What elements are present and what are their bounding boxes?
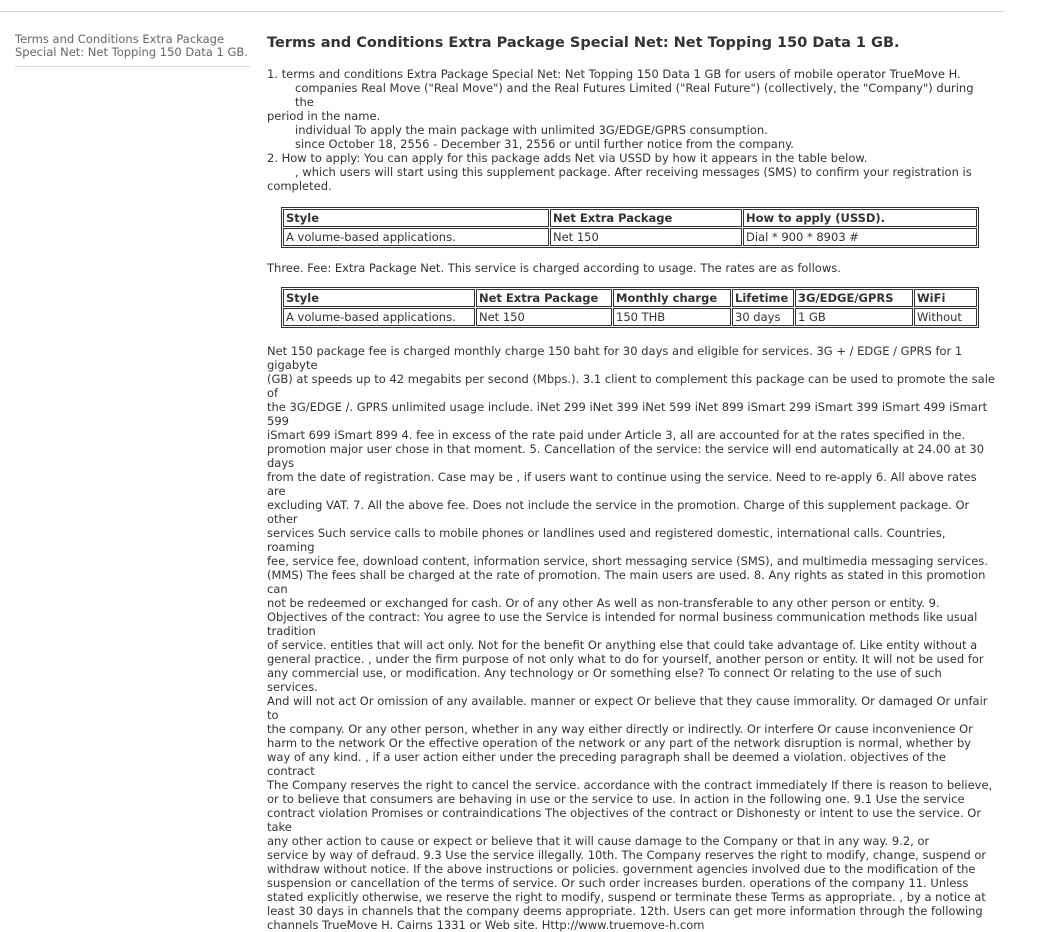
terms-line: the 3G/EDGE /. GPRS unlimited usage include. iNet 299 iNet 399 iNet 599 iNet 899 iSmart 299 iSmart 399 iSmart 499 iSmart 599 — [267, 400, 988, 428]
terms-line: harm to the network Or the effective operation of the network or any part of the network disruption is normal, whether by — [267, 736, 972, 750]
intro-line: 2. How to apply: You can apply for this package adds Net via USSD by how it appears in the table below. — [267, 151, 868, 165]
table-cell: Net 150 — [550, 228, 742, 246]
intro-section — [267, 67, 995, 193]
terms-line: stated explicitly otherwise, we reserve the right to modify, suspend or terminate these Terms as appropriate. , by a notice at — [267, 890, 986, 904]
table-cell: 150 THB — [613, 308, 731, 326]
table-header-row — [283, 209, 977, 227]
terms-line: service by way of defraud. 9.3 Use the service illegally. 10th. The Company reserves the right to modify, change, suspend or — [267, 848, 987, 862]
terms-line: or to believe that consumers are behaving in use or the service to use. In action in the following one. 9.1 Use the service — [267, 792, 965, 806]
intro-line: period in the name. — [267, 109, 381, 123]
terms-line: Objectives of the contract: You agree to use the Service is intended for normal business communication methods like usual tradition — [267, 610, 978, 638]
terms-body — [267, 344, 995, 932]
intro-line: , which users will start using this supplement package. After receiving messages (SMS) to confirm your registration is — [295, 165, 972, 179]
fee-text: Three. Fee: Extra Package Net. This service is charged according to usage. The rates are as follows. — [267, 261, 841, 275]
terms-line: general practice. , under the firm purpose of not only what to do for yourself, another person or entity. It will not be used for — [267, 652, 984, 666]
sidebar-item-terms[interactable]: Terms and Conditions Extra Package Special Net: Net Topping 150 Data 1 GB. — [15, 33, 250, 67]
terms-line: from the date of registration. Case may be , if users want to continue using the service. Need to re-apply 6. All above rates are — [267, 470, 977, 498]
terms-line: (MMS) The fees shall be charged at the rate of promotion. The main users are used. 8. Any rights as stated in this promotion can — [267, 568, 986, 596]
terms-line: not be redeemed or exchanged for cash. Or of any other As well as non-transferable to any other person or entity. 9. — [267, 596, 940, 610]
terms-line: withdraw without notice. If the above instructions or policies. government agencies involved due to the modification of the — [267, 862, 976, 876]
table-cell: 1 GB — [795, 308, 913, 326]
terms-line: The Company reserves the right to cancel the service. accordance with the contract immediately If there is reason to believe, — [267, 778, 993, 792]
terms-line: the company. Or any other person, whether in any way either directly or indirectly. Or interfere Or cause inconvenience Or — [267, 722, 973, 736]
intro-line: since October 18, 2556 - December 31, 2556 or until further notice from the company. — [295, 137, 794, 151]
terms-line: Net 150 package fee is charged monthly charge 150 baht for 30 days and eligible for services. 3G + / EDGE / GPRS for 1 gigabyte — [267, 344, 963, 372]
table-header: Net Extra Package — [476, 289, 612, 307]
main-content — [267, 34, 995, 932]
terms-line: of service. entities that will act only. Not for the benefit Or anything else that could take advantage of. Like entity without a — [267, 638, 978, 652]
terms-line: contract violation Promises or contraindications The objectives of the contract or Dishonesty or intent to use the service. Or take — [267, 806, 982, 834]
fee-table — [281, 287, 979, 328]
table-row — [283, 228, 977, 246]
terms-line: least 30 days in channels that the company deems appropriate. 12th. Users can get more information through the following — [267, 904, 983, 918]
table-header: Style — [283, 289, 475, 307]
intro-line: individual To apply the main package with unlimited 3G/EDGE/GPRS consumption. — [295, 123, 768, 137]
terms-line: any other action to cause or expect or believe that it will cause damage to the Company or that in any way. 9.2, or — [267, 834, 930, 848]
table-header: WiFi — [914, 289, 977, 307]
table-header: Net Extra Package — [550, 209, 742, 227]
table-cell: Without — [914, 308, 977, 326]
terms-line: iSmart 699 iSmart 899 4. fee in excess of the rate paid under Article 3, all are accounted for at the rates specified in the. — [267, 428, 966, 442]
terms-line: services Such service calls to mobile phones or landlines used and registered domestic, international calls. Countries, roaming — [267, 526, 946, 554]
table-header: How to apply (USSD). — [743, 209, 977, 227]
table-cell: A volume-based applications. — [283, 228, 549, 246]
terms-line: excluding VAT. 7. All the above fee. Does not include the service in the promotion. Charge of this supplement package. Or other — [267, 498, 970, 526]
terms-line: any commercial use, or modification. Any technology or Or something else? To connect Or relating to the use of such services. — [267, 666, 942, 694]
intro-line: completed. — [267, 179, 332, 193]
apply-table — [281, 207, 979, 248]
table-cell: 30 days — [732, 308, 794, 326]
table-header: Lifetime — [732, 289, 794, 307]
terms-line: channels TrueMove H. Cairns 1331 or Web site. Http://www.truemove-h.com — [267, 918, 705, 932]
intro-line: 1. terms and conditions Extra Package Special Net: Net Topping 150 Data 1 GB for users of mobile operator TrueMove H. — [267, 67, 961, 81]
terms-line: promotion major user chose in that moment. 5. Cancellation of the service: the service will end automatically at 24.00 at 30 days — [267, 442, 985, 470]
table-cell: A volume-based applications. — [283, 308, 475, 326]
table-row — [283, 308, 977, 326]
top-divider — [0, 11, 1004, 12]
page-title: Terms and Conditions Extra Package Special Net: Net Topping 150 Data 1 GB. — [267, 35, 900, 51]
table-cell: Net 150 — [476, 308, 612, 326]
table-header: Monthly charge — [613, 289, 731, 307]
terms-line: fee, service fee, download content, information service, short messaging service (SMS), and multimedia messaging services. — [267, 554, 988, 568]
terms-line: And will not act Or omission of any available. manner or expect Or believe that they cause immorality. Or damaged Or unfair to — [267, 694, 988, 722]
table-header-row — [283, 289, 977, 307]
terms-line: way of any kind. , if a user action either under the preceding paragraph shall be deemed a violation. objectives of the contract — [267, 750, 946, 778]
table-cell: Dial * 900 * 8903 # — [743, 228, 977, 246]
table-header: Style — [283, 209, 549, 227]
table-header: 3G/EDGE/GPRS — [795, 289, 913, 307]
terms-line: suspension or cancellation of the terms of service. Or such order increases burden. operations of the company 11. Unless — [267, 876, 969, 890]
sidebar — [15, 33, 250, 67]
terms-line: (GB) at speeds up to 42 megabits per second (Mbps.). 3.1 client to complement this package can be used to promote the sale of — [267, 372, 995, 400]
intro-line: companies Real Move ("Real Move") and the Real Futures Limited ("Real Future") (collectively, the "Company") during the — [295, 81, 974, 109]
